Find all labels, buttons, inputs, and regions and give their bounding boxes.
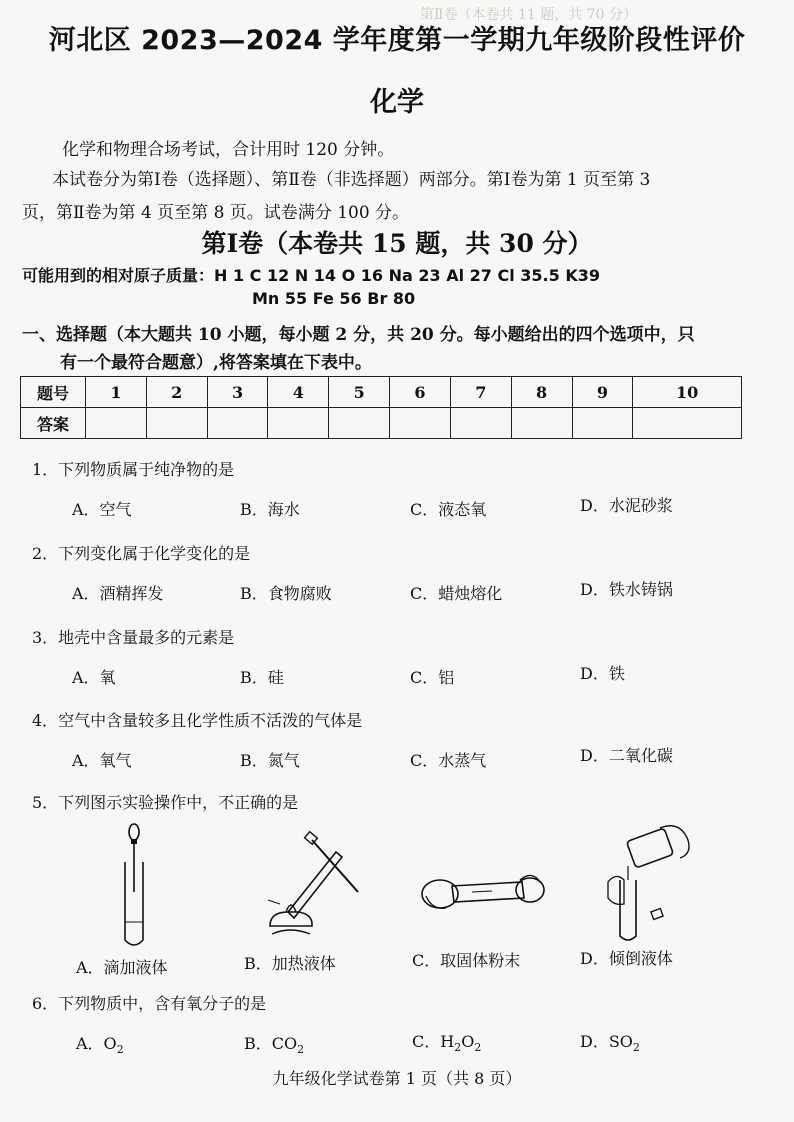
question-3-stem: 3．地壳中含量最多的元素是 [32,628,235,647]
question-3-option-d: D．铁 [580,664,625,683]
option-b-formula: B．CO [244,1034,298,1053]
answer-cell[interactable] [86,408,147,439]
number-cell: 7 [450,377,511,408]
question-2-option-b: B．食物腐败 [240,584,332,603]
number-cell: 8 [511,377,572,408]
instruction-line-2: 本试卷分为第Ⅰ卷（选择题）、第Ⅱ卷（非选择题）两部分。第Ⅰ卷为第 1 页至第 3 [52,170,651,190]
option-c-formula: C．H [412,1032,455,1051]
answer-cell[interactable] [329,408,390,439]
part1-instruction-2: 有一个最符合题意）,将答案填在下表中。 [60,353,372,373]
question-5-option-a: A．滴加液体 [76,958,168,977]
row-label-answer: 答案 [21,408,86,439]
heating-liquid-figure [258,822,368,942]
solid-powder-figure [412,856,552,936]
option-c-formula-tail: O [461,1032,475,1051]
option-a-subscript: 2 [116,1043,124,1057]
row-label-number: 题号 [21,377,86,408]
answer-table [20,376,742,439]
answer-cell[interactable] [511,408,572,439]
question-1-option-b: B．海水 [240,500,300,519]
number-cell: 9 [572,377,633,408]
page-footer: 九年级化学试卷第 1 页（共 8 页） [272,1069,522,1088]
answer-cell[interactable] [390,408,451,439]
number-cell: 3 [207,377,268,408]
part1-instruction-1: 一、选择题（本大题共 10 小题，每小题 2 分，共 20 分。每小题给出的四个选项中，只 [22,325,695,345]
question-4-stem: 4．空气中含量较多且化学性质不活泼的气体是 [32,711,363,730]
pouring-liquid-figure [590,820,700,950]
number-cell: 4 [268,377,329,408]
answer-cell[interactable] [633,408,742,439]
question-1-option-a: A．空气 [72,500,132,519]
number-cell: 2 [146,377,207,408]
question-4-option-d: D．二氧化碳 [580,746,673,765]
question-6-option-a [76,1031,124,1056]
question-6-option-b [244,1031,304,1056]
answer-cell[interactable] [268,408,329,439]
question-2-option-d: D．铁水铸锅 [580,580,673,599]
answer-cell[interactable] [207,408,268,439]
question-5-stem: 5．下列图示实验操作中，不正确的是 [32,793,299,812]
number-cell: 6 [390,377,451,408]
question-1-stem: 1．下列物质属于纯净物的是 [32,460,235,479]
question-5-option-d: D．倾倒液体 [580,949,673,968]
option-c-subscript-tail: 2 [474,1041,482,1055]
section-title: 第Ⅰ卷（本卷共 15 题，共 30 分） [201,229,593,258]
question-5-option-b: B．加热液体 [244,954,336,973]
number-cell: 10 [633,377,742,408]
question-2-option-c: C．蜡烛熔化 [410,584,503,603]
answer-table-answer-row [21,408,742,439]
option-d-formula: D．SO [580,1032,633,1051]
atomic-mass-line-1: 可能用到的相对原子质量：H 1 C 12 N 14 O 16 Na 23 Al 27 Cl 35.5 K39 [22,266,600,285]
question-4-option-a: A．氧气 [72,751,132,770]
answer-cell[interactable] [146,408,207,439]
question-1-option-c: C．液态氧 [410,500,487,519]
question-4-option-b: B．氮气 [240,751,300,770]
instruction-line-1: 化学和物理合场考试，合计用时 120 分钟。 [62,140,395,160]
question-6-option-d [580,1029,640,1054]
answer-cell[interactable] [450,408,511,439]
number-cell: 5 [329,377,390,408]
subject-title: 化学 [370,87,424,118]
question-1-option-d: D．水泥砂浆 [580,496,673,515]
question-6-option-c [412,1029,481,1054]
question-6-stem: 6．下列物质中，含有氧分子的是 [32,994,267,1013]
page-title: 河北区 2023—2024 学年度第一学期九年级阶段性评价 [48,25,746,56]
atomic-mass-line-2: Mn 55 Fe 56 Br 80 [252,289,416,308]
number-cell: 1 [86,377,147,408]
question-3-option-c: C．铝 [410,668,455,687]
option-b-subscript: 2 [297,1043,305,1057]
option-d-subscript: 2 [632,1041,640,1055]
instruction-line-3: 页，第Ⅱ卷为第 4 页至第 8 页。试卷满分 100 分。 [22,203,410,223]
question-3-option-a: A．氧 [72,668,116,687]
dropper-figure [110,822,160,952]
question-2-option-a: A．酒精挥发 [72,584,164,603]
answer-cell[interactable] [572,408,633,439]
question-5-option-c: C．取固体粉末 [412,951,521,970]
option-a-formula: A．O [76,1034,117,1053]
bleed-through-text: 第Ⅱ卷（本卷共 11 题，共 70 分） [420,7,637,23]
question-2-stem: 2．下列变化属于化学变化的是 [32,544,251,563]
answer-table-number-row [21,377,742,408]
question-3-option-b: B．硅 [240,668,284,687]
question-4-option-c: C．水蒸气 [410,751,487,770]
option-c-subscript: 2 [454,1041,462,1055]
